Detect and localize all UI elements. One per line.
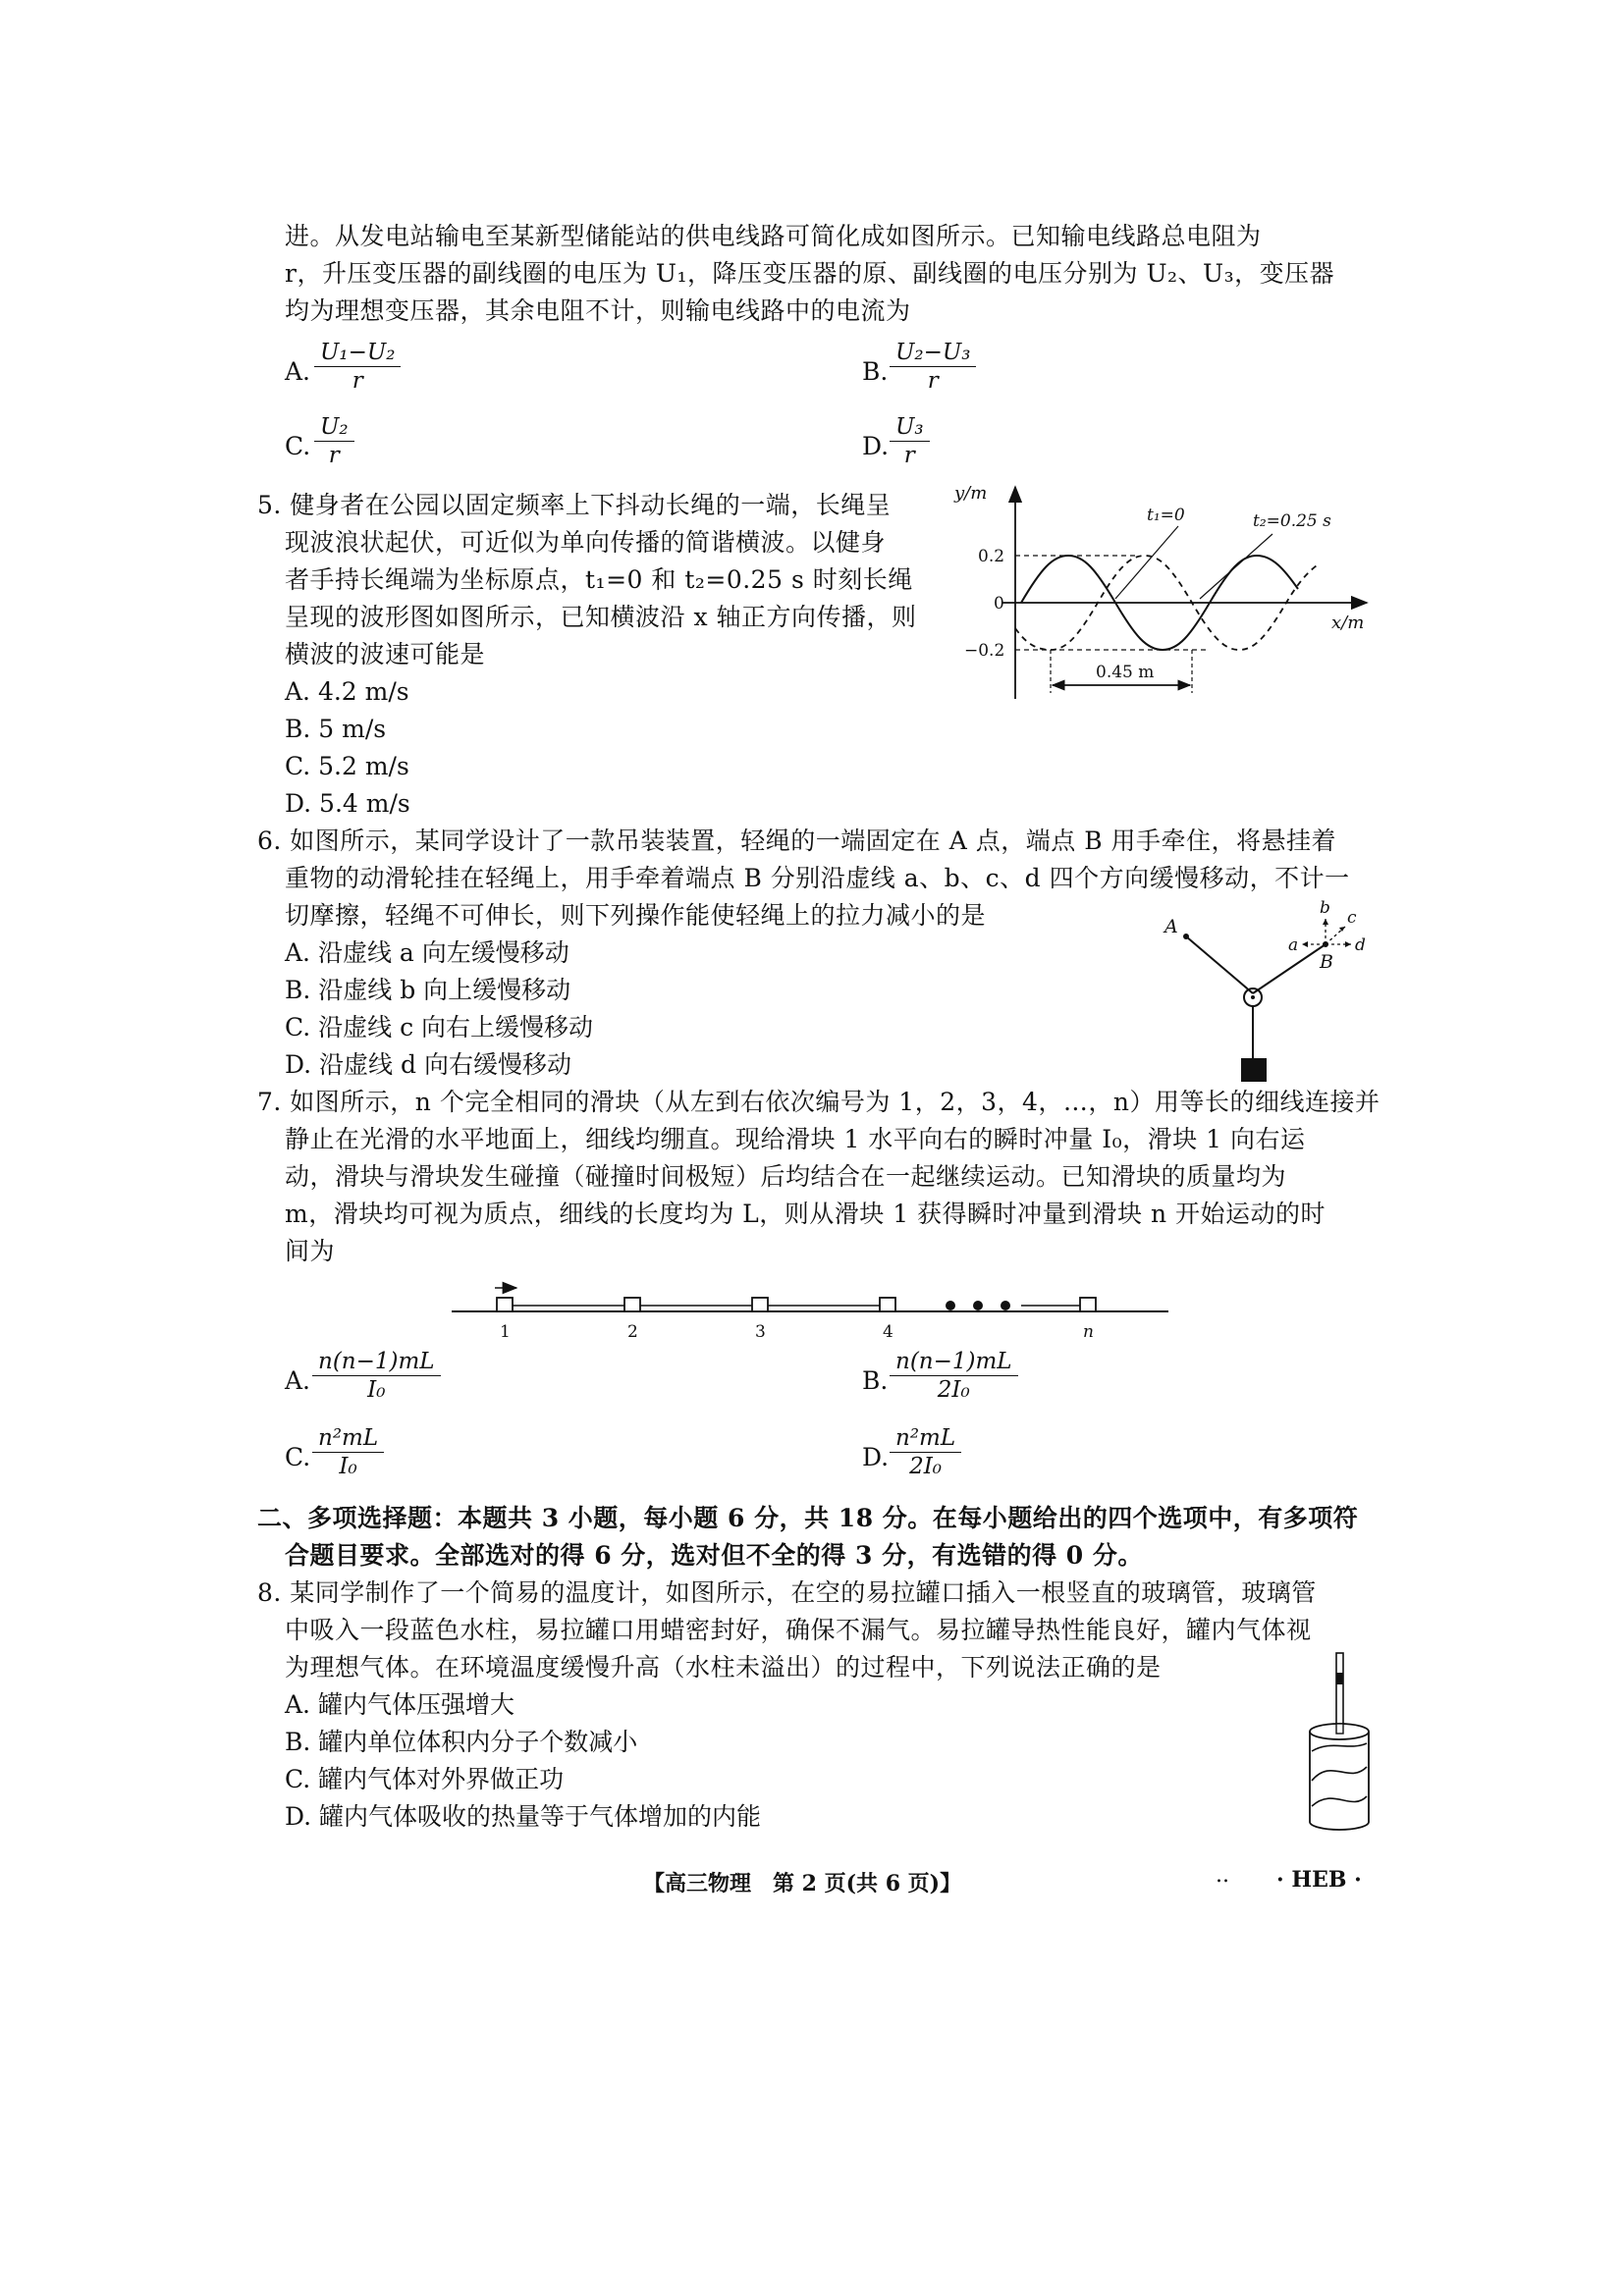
q4-option-c-fraction <box>314 413 354 469</box>
q8-option-c: C. 罐内气体对外界做正功 <box>285 1765 565 1793</box>
q4-option-b-label: B. <box>862 357 889 386</box>
slider-label-4: 4 <box>883 1322 893 1342</box>
span-label: 0.45 m <box>1096 663 1155 682</box>
fraction-numerator: n(n−1)mL <box>890 1348 1018 1376</box>
direction-c-label: c <box>1347 908 1357 928</box>
q8-line-1: 8. 某同学制作了一个简易的温度计，如图所示，在空的易拉罐口插入一根竖直的玻璃管，玻璃管 <box>257 1578 1317 1607</box>
slider-block <box>497 1298 513 1311</box>
x-axis-label: x/m <box>1331 613 1365 633</box>
q5-line-4: 呈现的波形图如图所示，已知横波沿 x 轴正方向传播，则 <box>285 603 917 631</box>
fraction-denominator: 2I₀ <box>909 1454 943 1479</box>
fraction-numerator: n²mL <box>312 1424 384 1453</box>
q4-line-2: r，升压变压器的副线圈的电压为 U₁，降压变压器的原、副线圈的电压分别为 U₂、U₃，变压器 <box>285 259 1335 288</box>
q7-option-b-fraction <box>890 1348 1018 1404</box>
q8-option-b: B. 罐内单位体积内分子个数减小 <box>285 1728 638 1756</box>
ellipsis-dot <box>973 1301 983 1310</box>
slider-block <box>752 1298 768 1311</box>
point-a-label: A <box>1164 916 1178 937</box>
direction-b-label: b <box>1320 898 1330 918</box>
q7-option-d-label: D. <box>862 1443 890 1471</box>
q6-option-d: D. 沿虚线 d 向右缓慢移动 <box>285 1050 571 1079</box>
ellipsis-dot <box>946 1301 955 1310</box>
fraction-denominator: r <box>352 368 363 394</box>
footer-dots: .. <box>1216 1863 1229 1888</box>
q8-line-2: 中吸入一段蓝色水柱，易拉罐口用蜡密封好，确保不漏气。易拉罐导热性能良好，罐内气体视 <box>285 1616 1312 1644</box>
q6-line-1: 6. 如图所示，某同学设计了一款吊装装置，轻绳的一端固定在 A 点，端点 B 用手牵住，将悬挂着 <box>257 827 1337 855</box>
q4-option-a-label: A. <box>285 357 311 386</box>
q7-line-4: m，滑块均可视为质点，细线的长度均为 L，则从滑块 1 获得瞬时冲量到滑块 n 开始运动的时 <box>285 1200 1326 1228</box>
q4-line-3: 均为理想变压器，其余电阻不计，则输电线路中的电流为 <box>285 296 911 325</box>
q6-option-c: C. 沿虚线 c 向右上缓慢移动 <box>285 1013 594 1041</box>
slider-block <box>880 1298 895 1311</box>
fraction-denominator: r <box>927 368 939 394</box>
y-axis-label: y/m <box>954 483 988 504</box>
section2-heading-line-2: 合题目要求。全部选对的得 6 分，选对但不全的得 3 分，有选错的得 0 分。 <box>285 1541 1143 1570</box>
tick-bottom-label: −0.2 <box>964 641 1005 661</box>
direction-a-label: a <box>1288 935 1299 955</box>
q5-line-1: 5. 健身者在公园以固定频率上下抖动长绳的一端，长绳呈 <box>257 491 892 519</box>
slider-label-1: 1 <box>500 1322 511 1342</box>
can-thermometer-figure <box>1304 1649 1382 1836</box>
q7-line-5: 间为 <box>285 1237 336 1265</box>
fraction-denominator: 2I₀ <box>937 1377 970 1403</box>
q7-line-3: 动，滑块与滑块发生碰撞（碰撞时间极短）后均结合在一起继续运动。已知滑块的质量均为 <box>285 1162 1287 1191</box>
q7-option-c-label: C. <box>285 1443 311 1471</box>
q8-line-3: 为理想气体。在环境温度缓慢升高（水柱未溢出）的过程中，下列说法正确的是 <box>285 1653 1162 1682</box>
slider-label-2: 2 <box>627 1322 638 1342</box>
fraction-denominator: r <box>328 443 340 468</box>
fraction-numerator: U₂ <box>314 413 354 442</box>
q5-line-3: 者手持长绳端为坐标原点，t₁=0 和 t₂=0.25 s 时刻长绳 <box>285 565 913 594</box>
point-b-label: B <box>1320 951 1333 973</box>
glass-tube <box>1336 1653 1343 1732</box>
rope-left <box>1186 936 1253 993</box>
q5-line-2: 现波浪状起伏，可近似为单向传播的简谐横波。以健身 <box>285 528 887 557</box>
page-footer: 【高三物理 第 2 页(共 6 页)】 <box>643 1871 962 1896</box>
fraction-denominator: r <box>903 443 915 468</box>
slider-label-3: 3 <box>755 1322 766 1342</box>
slider-block <box>1080 1298 1096 1311</box>
t1-label: t₁=0 <box>1147 506 1185 525</box>
q7-line-1: 7. 如图所示，n 个完全相同的滑块（从左到右依次编号为 1，2，3，4，…，n）用等长的细线连接并 <box>257 1088 1380 1116</box>
pulley-figure <box>1159 893 1404 1090</box>
can-stripes <box>1312 1743 1367 1806</box>
fraction-denominator: I₀ <box>367 1377 386 1403</box>
q4-line-1: 进。从发电站输电至某新型储能站的供电线路可简化成如图所示。已知输电线路总电阻为 <box>285 222 1262 250</box>
q7-option-d-fraction <box>890 1424 961 1480</box>
q7-option-b-label: B. <box>862 1366 889 1395</box>
slider-block <box>624 1298 640 1311</box>
q7-option-a-fraction <box>312 1348 441 1404</box>
q6-option-a: A. 沿虚线 a 向左缓慢移动 <box>285 938 569 967</box>
q4-option-c-label: C. <box>285 432 311 460</box>
q7-option-a-label: A. <box>285 1366 311 1395</box>
q6-line-2: 重物的动滑轮挂在轻绳上，用手牵着端点 B 分别沿虚线 a、b、c、d 四个方向缓慢移动，不计一 <box>285 864 1350 892</box>
section2-heading-line-1: 二、多项选择题：本题共 3 小题，每小题 6 分，共 18 分。在每小题给出的四个选项中，有多项符 <box>257 1504 1359 1532</box>
fraction-numerator: U₁−U₂ <box>314 339 401 367</box>
q5-line-5: 横波的波速可能是 <box>285 640 486 668</box>
t2-label: t₂=0.25 s <box>1253 511 1331 531</box>
q7-option-c-fraction <box>312 1424 384 1480</box>
footer-code: · HEB · <box>1276 1867 1362 1893</box>
fraction-numerator: U₂−U₃ <box>890 339 976 367</box>
q8-option-a: A. 罐内气体压强增大 <box>285 1690 514 1719</box>
q4-option-d-fraction <box>890 413 930 469</box>
weight-block <box>1241 1058 1267 1082</box>
q5-option-c: C. 5.2 m/s <box>285 752 409 780</box>
water-column <box>1336 1673 1343 1684</box>
wave-figure <box>943 481 1384 707</box>
tick-zero-label: 0 <box>994 594 1004 614</box>
q5-option-b: B. 5 m/s <box>285 715 387 743</box>
direction-d-label: d <box>1355 935 1366 955</box>
ellipsis-dot <box>1001 1301 1010 1310</box>
q4-option-b-fraction <box>890 339 976 395</box>
sliders-figure <box>452 1276 1178 1345</box>
fraction-numerator: U₃ <box>890 413 930 442</box>
q4-option-d-label: D. <box>862 432 890 460</box>
q4-option-a-fraction <box>314 339 401 395</box>
q7-line-2: 静止在光滑的水平地面上，细线均绷直。现给滑块 1 水平向右的瞬时冲量 I₀，滑块 1 向右运 <box>285 1125 1306 1153</box>
fraction-numerator: n²mL <box>890 1424 961 1453</box>
slider-label-n: n <box>1083 1322 1094 1342</box>
q8-option-d: D. 罐内气体吸收的热量等于气体增加的内能 <box>285 1802 762 1831</box>
tick-top-label: 0.2 <box>978 547 1005 566</box>
q6-line-3: 切摩擦，轻绳不可伸长，则下列操作能使轻绳上的拉力减小的是 <box>285 901 987 930</box>
q6-option-b: B. 沿虚线 b 向上缓慢移动 <box>285 976 571 1004</box>
q5-option-d: D. 5.4 m/s <box>285 789 410 818</box>
q5-option-a: A. 4.2 m/s <box>285 677 409 706</box>
fraction-numerator: n(n−1)mL <box>312 1348 441 1376</box>
fraction-denominator: I₀ <box>339 1454 357 1479</box>
